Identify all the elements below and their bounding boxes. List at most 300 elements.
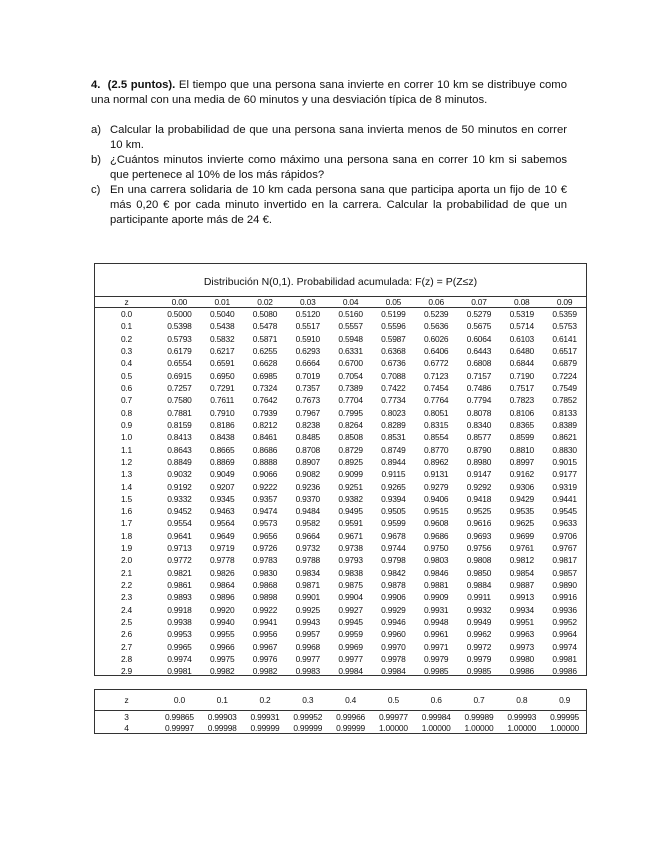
table-cell: 0.9131 [423,469,449,480]
table-cell: 0.5438 [209,321,235,332]
row-z-value: 1.1 [120,444,133,455]
table-cell: 0.9162 [509,469,534,480]
table-cell: 0.5160 [338,309,363,320]
table-cell: 0.6255 [252,346,278,357]
problem-text: El tiempo que una persona sana invierte en correr 10 km se distribuye como una normal con una media de 60 minutos y una desviación típica de 8 minutos. [91,79,568,106]
item-text: ¿Cuántos minutos invierte como máximo una persona sana en correr 10 km si sabemos que pertenece al 10% de los más rápidos? [110,154,567,181]
table-cell: 0.9972 [466,641,492,652]
table-cell: 0.9906 [381,592,406,603]
table-cell: 0.9279 [423,481,449,492]
table-cell: 0.5120 [295,309,320,320]
table-row [95,382,586,394]
table-cell: 0.6772 [423,358,449,369]
table-cell: 0.9732 [295,543,320,554]
column-header: 0.3 [286,690,329,711]
table-cell: 0.8238 [295,419,320,430]
table-cell: 0.9382 [338,493,363,504]
row-z-value: 3 [124,711,129,722]
table-cell: 0.5793 [167,333,192,344]
problem-item-c [91,183,567,228]
table-row [95,517,586,529]
column-header: 0.01 [201,297,244,308]
normal-distribution-table-extended [94,689,587,734]
row-z-value: 0.3 [120,346,133,357]
table-row [95,665,586,677]
table-cell: 0.9452 [167,506,192,517]
row-z-value: 1.5 [120,493,133,504]
table-cell: 0.9778 [209,555,235,566]
table-cell: 0.6985 [252,370,278,381]
table-cell: 0.9649 [209,530,235,541]
table-cell: 0.9463 [209,506,235,517]
table-cell: 0.9981 [552,653,577,664]
table-cell: 0.8186 [209,419,235,430]
table-cell: 0.9693 [466,530,492,541]
table-cell: 0.7881 [167,407,192,418]
table-cell: 0.6591 [209,358,235,369]
table-cell: 0.9932 [466,604,492,615]
table-row [95,530,586,542]
table-cell: 0.8461 [252,432,278,443]
column-header: 0.00 [158,297,201,308]
row-z-value: 4 [124,722,129,733]
table-row [95,333,586,345]
table-cell: 0.9965 [167,641,192,652]
table-cell: 0.9842 [381,567,406,578]
table-cell: 0.9292 [466,481,492,492]
table-cell: 0.5871 [252,333,278,344]
table-cell: 0.8365 [509,419,534,430]
table-cell: 0.9525 [466,506,492,517]
table-cell: 0.9830 [252,567,278,578]
table-cell: 0.9904 [338,592,363,603]
column-header: 0.5 [372,690,415,711]
table-cell: 0.8665 [209,444,235,455]
table-cell: 0.99931 [250,711,280,722]
table-cell: 0.8980 [466,456,492,467]
table-cell: 0.9719 [209,543,235,554]
table-cell: 0.8389 [552,419,577,430]
table-cell: 0.7357 [295,383,320,394]
column-header: 0.07 [458,297,501,308]
table-cell: 0.9984 [381,666,406,677]
table-cell: 0.9927 [338,604,363,615]
table-cell: 0.9808 [466,555,492,566]
table-cell: 0.9357 [252,493,278,504]
table-cell: 0.8315 [423,419,449,430]
table-cell: 0.9955 [209,629,235,640]
table-cell: 0.9850 [466,567,492,578]
table-cell: 0.9484 [295,506,320,517]
table-cell: 0.9671 [338,530,363,541]
row-z-value: 2.7 [120,641,133,652]
table-cell: 0.9953 [167,629,192,640]
table-cell: 0.9817 [552,555,577,566]
column-header: 0.09 [543,297,586,308]
column-header: 0.6 [415,690,458,711]
table-cell: 0.9980 [509,653,534,664]
table-cell: 0.6915 [167,370,192,381]
table-cell: 0.8438 [209,432,235,443]
table-cell: 0.9962 [466,629,492,640]
table-cell: 0.9922 [252,604,278,615]
table-cell: 0.9982 [252,666,278,677]
column-header: 0.7 [458,690,501,711]
problem-item-b [91,153,567,183]
table-cell: 0.9940 [209,616,235,627]
table-cell: 0.6064 [466,333,492,344]
table-cell: 0.99903 [207,711,237,722]
table-cell: 0.9890 [552,580,577,591]
column-header-z: z [95,297,158,308]
table-cell: 0.99998 [207,722,237,733]
table-cell: 0.9857 [552,567,577,578]
table-cell: 0.99989 [464,711,494,722]
table-cell: 0.9881 [423,580,449,591]
row-z-value: 1.4 [120,481,133,492]
table-cell: 0.9943 [295,616,320,627]
table-cell: 0.8106 [509,407,534,418]
table-cell: 0.99952 [293,711,323,722]
table-cell: 0.7995 [338,407,363,418]
table-cell: 0.8708 [295,444,320,455]
table-row [95,616,586,628]
table-cell: 0.6368 [381,346,406,357]
table-cell: 0.9893 [167,592,192,603]
table-cell: 0.8944 [381,456,406,467]
table-cell: 0.9772 [167,555,192,566]
table-cell: 0.9948 [423,616,449,627]
column-header: 0.02 [244,297,287,308]
table-cell: 0.9929 [381,604,406,615]
table-cell: 0.9726 [252,543,278,554]
table-cell: 0.8577 [466,432,492,443]
column-header: 0.05 [372,297,415,308]
table-cell: 0.9920 [209,604,235,615]
table-cell: 0.9916 [552,592,577,603]
table-row [95,394,586,406]
table-cell: 0.6217 [209,346,235,357]
table-cell: 0.8962 [423,456,449,467]
problem-number: 4. [91,79,101,91]
table-cell: 0.8531 [381,432,406,443]
table-cell: 0.7157 [466,370,492,381]
table-cell: 0.8051 [423,407,449,418]
table-row [95,628,586,640]
row-z-value: 0.1 [120,321,133,332]
table-cell: 0.5675 [466,321,492,332]
table-cell: 0.8790 [466,444,492,455]
table-cell: 0.9345 [209,493,235,504]
table-cell: 0.9985 [423,666,449,677]
table-cell: 0.8023 [381,407,406,418]
table-cell: 0.9963 [509,629,534,640]
table-cell: 0.9970 [381,641,406,652]
table-row [95,456,586,468]
table-cell: 0.9861 [167,580,192,591]
table-row [95,591,586,603]
row-z-value: 2.3 [120,592,133,603]
table-row [95,711,586,723]
table-cell: 0.9686 [423,530,449,541]
table-cell: 0.9964 [552,629,577,640]
table-cell: 0.7734 [381,395,406,406]
table-cell: 0.7611 [210,395,235,406]
table-cell: 0.7580 [167,395,192,406]
table-cell: 0.8508 [338,432,363,443]
row-z-value: 2.1 [120,567,133,578]
table-row [95,431,586,443]
table-cell: 0.6628 [252,358,278,369]
table-cell: 0.9783 [252,555,278,566]
table-cell: 0.9495 [338,506,363,517]
table-cell: 1.00000 [464,722,494,733]
table-cell: 1.00000 [421,722,451,733]
table-cell: 0.9931 [423,604,449,615]
table-cell: 0.9265 [381,481,406,492]
table-cell: 0.7764 [423,395,449,406]
column-header: 0.9 [543,690,586,711]
table-row [95,443,586,455]
table-cell: 0.7642 [252,395,278,406]
table-cell: 0.7517 [509,383,534,394]
table-cell: 0.8907 [295,456,320,467]
table-cell: 0.9821 [167,567,192,578]
table-cell: 0.9793 [338,555,363,566]
table-cell: 0.7123 [423,370,449,381]
table-cell: 0.5319 [509,309,534,320]
table-cell: 0.8133 [552,407,577,418]
table-row [95,308,586,321]
table-cell: 0.9977 [338,653,363,664]
table-cell: 0.6554 [167,358,192,369]
table-cell: 0.9952 [552,616,577,627]
table-cell: 0.8621 [552,432,577,443]
table-cell: 0.8686 [252,444,278,455]
table-cell: 0.9949 [466,616,492,627]
table-cell: 0.9429 [509,493,534,504]
table-cell: 0.9147 [466,469,492,480]
table-cell: 0.6517 [552,346,577,357]
problem-intro [91,78,567,108]
table-cell: 0.5359 [552,309,577,320]
table-cell: 0.9911 [467,592,491,603]
table-cell: 0.9418 [466,493,492,504]
table-cell: 0.99966 [336,711,366,722]
table-cell: 0.9959 [338,629,363,640]
table-cell: 0.5279 [466,309,492,320]
table-cell: 0.9706 [552,530,577,541]
table-cell: 1.00000 [550,722,580,733]
table-cell: 0.8749 [381,444,406,455]
table-cell: 0.99999 [250,722,280,733]
table-cell: 0.8599 [509,432,534,443]
table-cell: 0.9750 [423,543,449,554]
table-cell: 0.9713 [167,543,192,554]
table-cell: 0.9884 [466,580,492,591]
table-cell: 0.6331 [338,346,363,357]
table-cell: 0.9896 [209,592,235,603]
table-cell: 0.9918 [167,604,192,615]
row-z-value: 2.0 [120,555,133,566]
item-text: En una carrera solidaria de 10 km cada persona sana que participa aporta un fijo de 10 € más 0,20 € por cada minuto invertido en la carrera. Calcular la probabilidad de que un participante aporte más de 24 €. [110,184,567,226]
table-header-row [95,690,586,711]
table-cell: 0.9015 [552,456,577,467]
table-row [95,604,586,616]
table-cell: 0.9505 [381,506,406,517]
table-cell: 0.9974 [552,641,577,652]
table-cell: 0.5040 [209,309,235,320]
row-z-value: 0.7 [120,395,133,406]
table-cell: 0.9979 [423,653,449,664]
extended-probability-table [95,690,586,733]
table-cell: 0.9319 [552,481,577,492]
table-cell: 0.6736 [381,358,406,369]
table-cell: 0.5910 [295,333,320,344]
row-z-value: 2.2 [120,580,133,591]
table-cell: 0.9868 [252,580,278,591]
table-cell: 0.8830 [552,444,577,455]
table-cell: 0.8997 [509,456,534,467]
table-cell: 0.9934 [509,604,534,615]
table-cell: 0.7794 [466,395,492,406]
table-cell: 0.9633 [552,518,577,529]
column-header: 0.8 [500,690,543,711]
table-row [95,320,586,332]
row-z-value: 2.6 [120,629,133,640]
table-cell: 0.9967 [252,641,278,652]
table-cell: 0.9946 [381,616,406,627]
table-cell: 0.9332 [167,493,192,504]
row-z-value: 2.4 [120,604,133,615]
table-cell: 0.9545 [552,506,577,517]
table-cell: 0.7257 [167,383,192,394]
table-cell: 0.9767 [552,543,577,554]
table-cell: 0.9969 [338,641,363,652]
table-cell: 0.9744 [381,543,406,554]
table-cell: 0.9236 [295,481,320,492]
table-row [95,505,586,517]
item-label: b) [91,154,102,166]
table-cell: 0.99865 [164,711,194,722]
table-cell: 0.9846 [423,567,449,578]
table-cell: 0.7291 [209,383,235,394]
row-z-value: 0.4 [120,358,133,369]
table-row [95,370,586,382]
problem-item-a [91,123,567,153]
table-cell: 0.9207 [209,481,235,492]
table-cell: 0.5987 [381,333,406,344]
table-cell: 0.9406 [423,493,449,504]
table-cell: 0.99999 [293,722,323,733]
table-row [95,493,586,505]
table-cell: 0.7324 [252,383,278,394]
table-cell: 0.9826 [209,567,235,578]
table-row [95,579,586,591]
row-z-value: 2.9 [120,666,133,677]
table-row [95,419,586,431]
table-cell: 0.5517 [295,321,320,332]
table-cell: 0.9798 [381,555,406,566]
table-cell: 0.9049 [209,469,235,480]
normal-distribution-table [94,263,587,676]
table-cell: 0.5239 [423,309,449,320]
table-cell: 0.8078 [466,407,492,418]
table-cell: 0.5636 [423,321,449,332]
table-cell: 0.9678 [381,530,406,541]
table-cell: 0.6808 [466,358,492,369]
table-cell: 0.8159 [167,419,192,430]
table-cell: 0.9956 [252,629,278,640]
table-cell: 0.9641 [167,530,192,541]
table-cell: 0.9222 [252,481,278,492]
table-cell: 0.9925 [295,604,320,615]
table-cell: 0.99984 [421,711,451,722]
table-cell: 0.9738 [338,543,363,554]
table-cell: 0.99999 [336,722,366,733]
table-cell: 0.8340 [466,419,492,430]
column-header: 0.1 [201,690,244,711]
table-cell: 0.9978 [381,653,406,664]
table-row [95,542,586,554]
table-cell: 0.9032 [167,469,192,480]
table-cell: 0.9474 [252,506,278,517]
table-cell: 0.9936 [552,604,577,615]
table-cell: 0.9099 [338,469,363,480]
table-cell: 0.9901 [295,592,320,603]
table-cell: 0.8925 [338,456,363,467]
table-cell: 1.00000 [378,722,408,733]
table-cell: 0.6844 [509,358,534,369]
table-cell: 0.99995 [550,711,580,722]
table-cell: 0.7549 [552,383,577,394]
table-cell: 0.5557 [338,321,363,332]
row-z-value: 1.6 [120,506,133,517]
column-header: 0.06 [415,297,458,308]
table-cell: 0.6293 [295,346,320,357]
table-cell: 0.9082 [295,469,320,480]
table-cell: 0.5714 [509,321,534,332]
table-cell: 0.9875 [338,580,363,591]
table-cell: 0.9251 [338,481,363,492]
table-cell: 0.9564 [209,518,235,529]
table-cell: 0.9971 [423,641,449,652]
table-cell: 0.9625 [509,518,534,529]
table-cell: 0.8264 [338,419,363,430]
table-cell: 0.6480 [509,346,534,357]
table-cell: 0.9803 [423,555,449,566]
table-cell: 0.7852 [552,395,577,406]
table-cell: 0.9834 [295,567,320,578]
table-cell: 0.9608 [423,518,449,529]
table-cell: 0.9573 [252,518,278,529]
table-cell: 0.8485 [295,432,320,443]
table-cell: 0.9887 [509,580,534,591]
table-cell: 0.9985 [466,666,492,677]
table-row [95,640,586,652]
table-cell: 0.5080 [252,309,278,320]
table-cell: 0.7967 [295,407,320,418]
row-z-value: 0.6 [120,383,133,394]
table-cell: 0.9986 [509,666,534,677]
table-cell: 0.9878 [381,580,406,591]
row-z-value: 1.2 [120,456,133,467]
table-cell: 0.6179 [167,346,192,357]
row-z-value: 0.2 [120,333,133,344]
column-header: 0.08 [500,297,543,308]
table-cell: 0.9979 [466,653,492,664]
table-cell: 0.5398 [167,321,192,332]
